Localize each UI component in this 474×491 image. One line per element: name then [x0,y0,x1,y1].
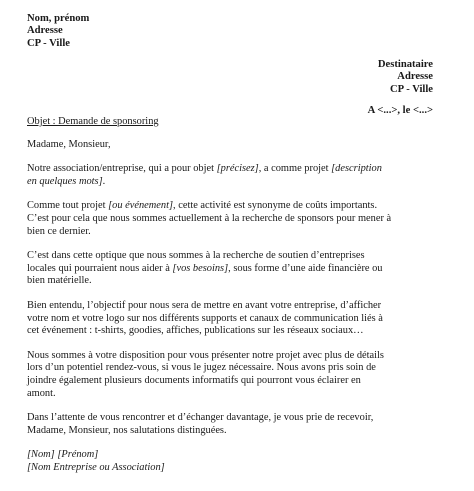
placeholder-description-cont: en quelques mots] [27,175,103,187]
paragraph-costs-line-3: bien ce dernier. [27,225,91,237]
text-segment: , sous forme d’une aide financière ou [228,262,383,274]
paragraph-support [27,250,455,288]
letter-body [27,116,455,474]
salutation: Madame, Monsieur, [27,138,111,150]
recipient-address: Adresse [397,71,433,83]
paragraph-visibility [27,300,455,338]
paragraph-availability-line-1: Nous sommes à votre disposition pour vous présenter notre projet avec plus de détails [27,349,384,361]
text-segment: . [102,175,106,187]
paragraph-availability-line-4: amont. [27,387,56,399]
paragraph-closing-line-2: Madame, Monsieur, nos salutations distinguées. [27,424,227,436]
subject-line: Objet : Demande de sponsoring [27,116,159,127]
paragraph-visibility-line-2: votre nom et votre logo sur nos différents supports et canaux de communication liés à [27,312,383,324]
sender-block [27,13,89,50]
paragraph-availability-line-2: lors d’un potentiel rendez-vous, si vous le jugez nécessaire. Nous avons pris soin de [27,362,376,374]
recipient-city: CP - Ville [390,83,433,95]
paragraph-closing-line-1: Dans l’attente de vous rencontrer et d’échanger davantage, je vous prie de recevoir, [27,412,374,424]
paragraph-availability [27,350,455,400]
paragraph-intro-line-2 [27,176,455,189]
paragraph-support-line-2 [27,263,455,276]
signature-block [27,449,455,474]
text-segment: , cette activité est synonyme de coûts importants. [173,200,378,212]
paragraph-costs-line-2: C’est pour cela que nous sommes actuellement à la recherche de sponsors pour mener à [27,212,392,224]
paragraph-support-line-1: C’est dans cette optique que nous sommes à la recherche de soutien d’entreprises [27,250,365,262]
paragraph-costs-line-1 [27,200,455,213]
paragraph-intro-line-1 [27,163,455,176]
signature-name: [Nom] [Prénom] [27,449,99,461]
sender-name: Nom, prénom [27,13,90,24]
text-segment: Notre association/entreprise, qui a pour objet [27,163,217,175]
text-segment: locales qui pourraient nous aider à [27,262,173,274]
placeholder-besoins: [vos besoins] [172,262,229,274]
paragraph-costs [27,200,455,238]
recipient-block [378,59,433,96]
text-segment: , a comme projet [258,163,332,175]
placeholder-precisez: [précisez] [216,163,259,175]
paragraph-closing [27,412,455,437]
sender-city: CP - Ville [27,37,70,49]
placeholder-evenement: [ou événement] [108,200,174,212]
paragraph-support-line-3: bien matérielle. [27,275,92,287]
paragraph-visibility-line-3: cet événement : t-shirts, goodies, affiches, publications sur les réseaux sociaux… [27,325,364,337]
signature-organization: [Nom Entreprise ou Association] [27,461,165,473]
paragraph-availability-line-3: joindre également plusieurs documents informatifs qui pourront vous éclairer en [27,374,361,386]
paragraph-visibility-line-1: Bien entendu, l’objectif pour nous sera de mettre en avant votre entreprise, d’afficher [27,299,382,311]
text-segment: Comme tout projet [27,200,109,212]
place-date-line: A <...>, le <...> [367,105,433,116]
paragraph-intro [27,163,455,188]
placeholder-description: [description [331,163,382,175]
recipient-name: Destinataire [377,59,433,70]
sender-address: Adresse [27,25,63,37]
